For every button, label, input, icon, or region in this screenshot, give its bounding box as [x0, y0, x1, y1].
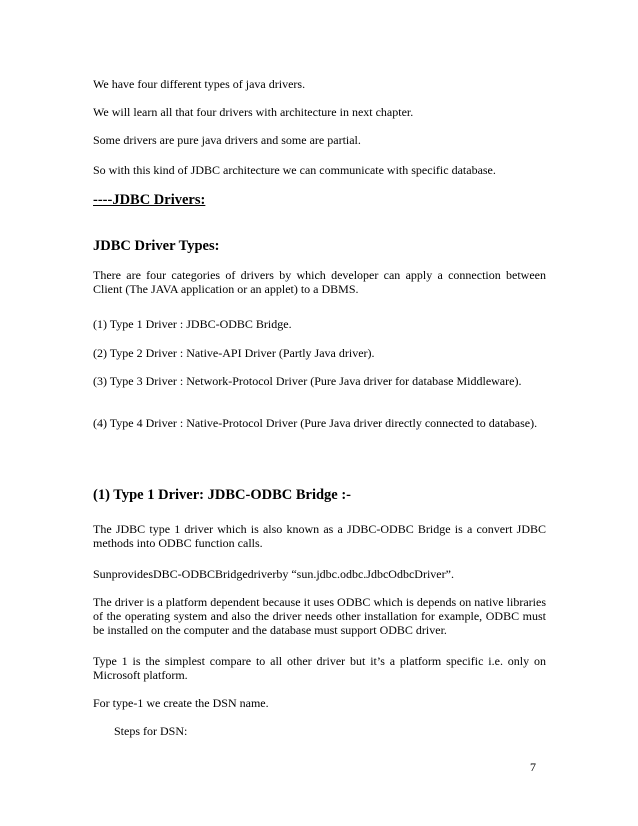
type1-paragraph-4: Type 1 is the simplest compare to all other driver but it’s a platform specific i.e. only on Microsoft platform.: [93, 654, 546, 682]
type-item-3: (3) Type 3 Driver : Network-Protocol Driver (Pure Java driver for database Middleware).: [93, 374, 522, 388]
intro-line-4: So with this kind of JDBC architecture we can communicate with specific database.: [93, 163, 496, 177]
type-item-4: (4) Type 4 Driver : Native-Protocol Driver (Pure Java driver directly connected to database).: [93, 416, 538, 430]
page-number: 7: [530, 760, 536, 774]
intro-line-3: Some drivers are pure java drivers and some are partial.: [93, 133, 361, 147]
heading-driver-types: JDBC Driver Types:: [93, 238, 220, 254]
type-item-2: (2) Type 2 Driver : Native-API Driver (Partly Java driver).: [93, 346, 375, 360]
intro-line-1: We have four different types of java drivers.: [93, 77, 306, 91]
type-item-1: (1) Type 1 Driver : JDBC-ODBC Bridge.: [93, 317, 292, 331]
types-intro-paragraph: There are four categories of drivers by which developer can apply a connection between Client (The JAVA application or an applet) to a DBMS.: [93, 268, 546, 296]
intro-line-2: We will learn all that four drivers with architecture in next chapter.: [93, 105, 414, 119]
heading-type1-bridge: (1) Type 1 Driver: JDBC-ODBC Bridge :-: [93, 487, 352, 503]
heading-jdbc-drivers: ----JDBC Drivers:: [93, 192, 206, 208]
type1-paragraph-3: The driver is a platform dependent because it uses ODBC which is depends on native libraries of the operating system and also the driver needs other installation for example, ODBC must be installed on the computer and the database must support ODBC driver.: [93, 595, 546, 637]
type1-paragraph-2: SunprovidesDBC-ODBCBridgedriverby “sun.jdbc.odbc.JdbcOdbcDriver”.: [93, 567, 454, 581]
steps-for-dsn-label: Steps for DSN:: [114, 724, 188, 738]
type1-paragraph-5: For type-1 we create the DSN name.: [93, 696, 269, 710]
type1-paragraph-1: The JDBC type 1 driver which is also known as a JDBC-ODBC Bridge is a convert JDBC methods into ODBC function calls.: [93, 522, 546, 550]
